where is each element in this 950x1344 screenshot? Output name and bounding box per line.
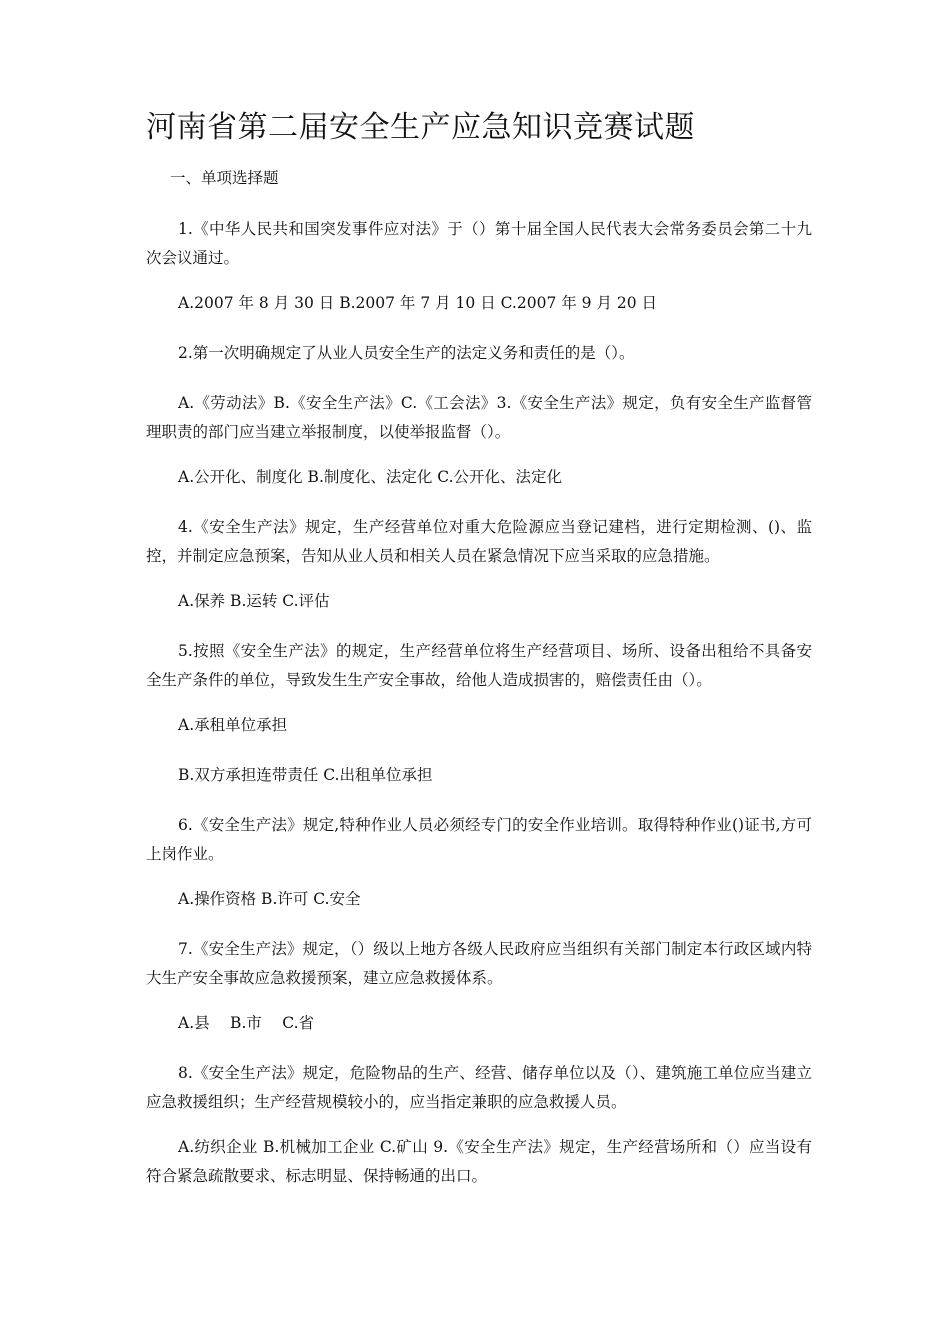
question-4: 4.《安全生产法》规定，生产经营单位对重大危险源应当登记建档，进行定期检测、()、监控，并制定应急预案，告知从业人员和相关人员在紧急情况下应当采取的应急措施。 [146,518,812,565]
question-8-options-question-9: A.纺织企业 B.机械加工企业 C.矿山 9.《安全生产法》规定，生产经营场所和（）应当设有符合紧急疏散要求、标志明显、保持畅通的出口。 [146,1138,812,1185]
question-5-options-bc: B.双方承担连带责任 C.出租单位承担 [178,766,433,784]
section-heading: 一、单项选择题 [170,169,279,187]
question-7: 7.《安全生产法》规定，（）级以上地方各级人民政府应当组织有关部门制定本行政区域内特大生产安全事故应急救援预案，建立应急救援体系。 [146,940,812,987]
question-5: 5.按照《安全生产法》的规定，生产经营单位将生产经营项目、场所、设备出租给不具备安全生产条件的单位，导致发生生产安全事故，给他人造成损害的，赔偿责任由（）。 [146,642,812,689]
question-6: 6.《安全生产法》规定,特种作业人员必须经专门的安全作业培训。取得特种作业()证书,方可上岗作业。 [146,816,812,863]
question-1: 1.《中华人民共和国突发事件应对法》于（）第十届全国人民代表大会常务委员会第二十九次会议通过。 [146,220,812,267]
page-title: 河南省第二届安全生产应急知识竞赛试题 [146,110,695,145]
question-2-options-question-3: A.《劳动法》B.《安全生产法》C.《工会法》3.《安全生产法》规定，负有安全生产监督管理职责的部门应当建立举报制度，以使举报监督（）。 [146,394,812,441]
question-8: 8.《安全生产法》规定，危险物品的生产、经营、储存单位以及（）、建筑施工单位应当建立应急救援组织；生产经营规模较小的，应当指定兼职的应急救援人员。 [146,1064,812,1111]
question-2: 2.第一次明确规定了从业人员安全生产的法定义务和责任的是（）。 [178,344,635,362]
question-6-options: A.操作资格 B.许可 C.安全 [178,890,361,908]
question-1-options: A.2007 年 8 月 30 日 B.2007 年 7 月 10 日 C.2007 年 9 月 20 日 [178,294,658,312]
question-7-options: A.县 B.市 C.省 [178,1014,315,1032]
question-5-option-a: A.承租单位承担 [178,716,288,734]
question-4-options: A.保养 B.运转 C.评估 [178,592,330,610]
question-3-options: A.公开化、制度化 B.制度化、法定化 C.公开化、法定化 [178,468,563,486]
